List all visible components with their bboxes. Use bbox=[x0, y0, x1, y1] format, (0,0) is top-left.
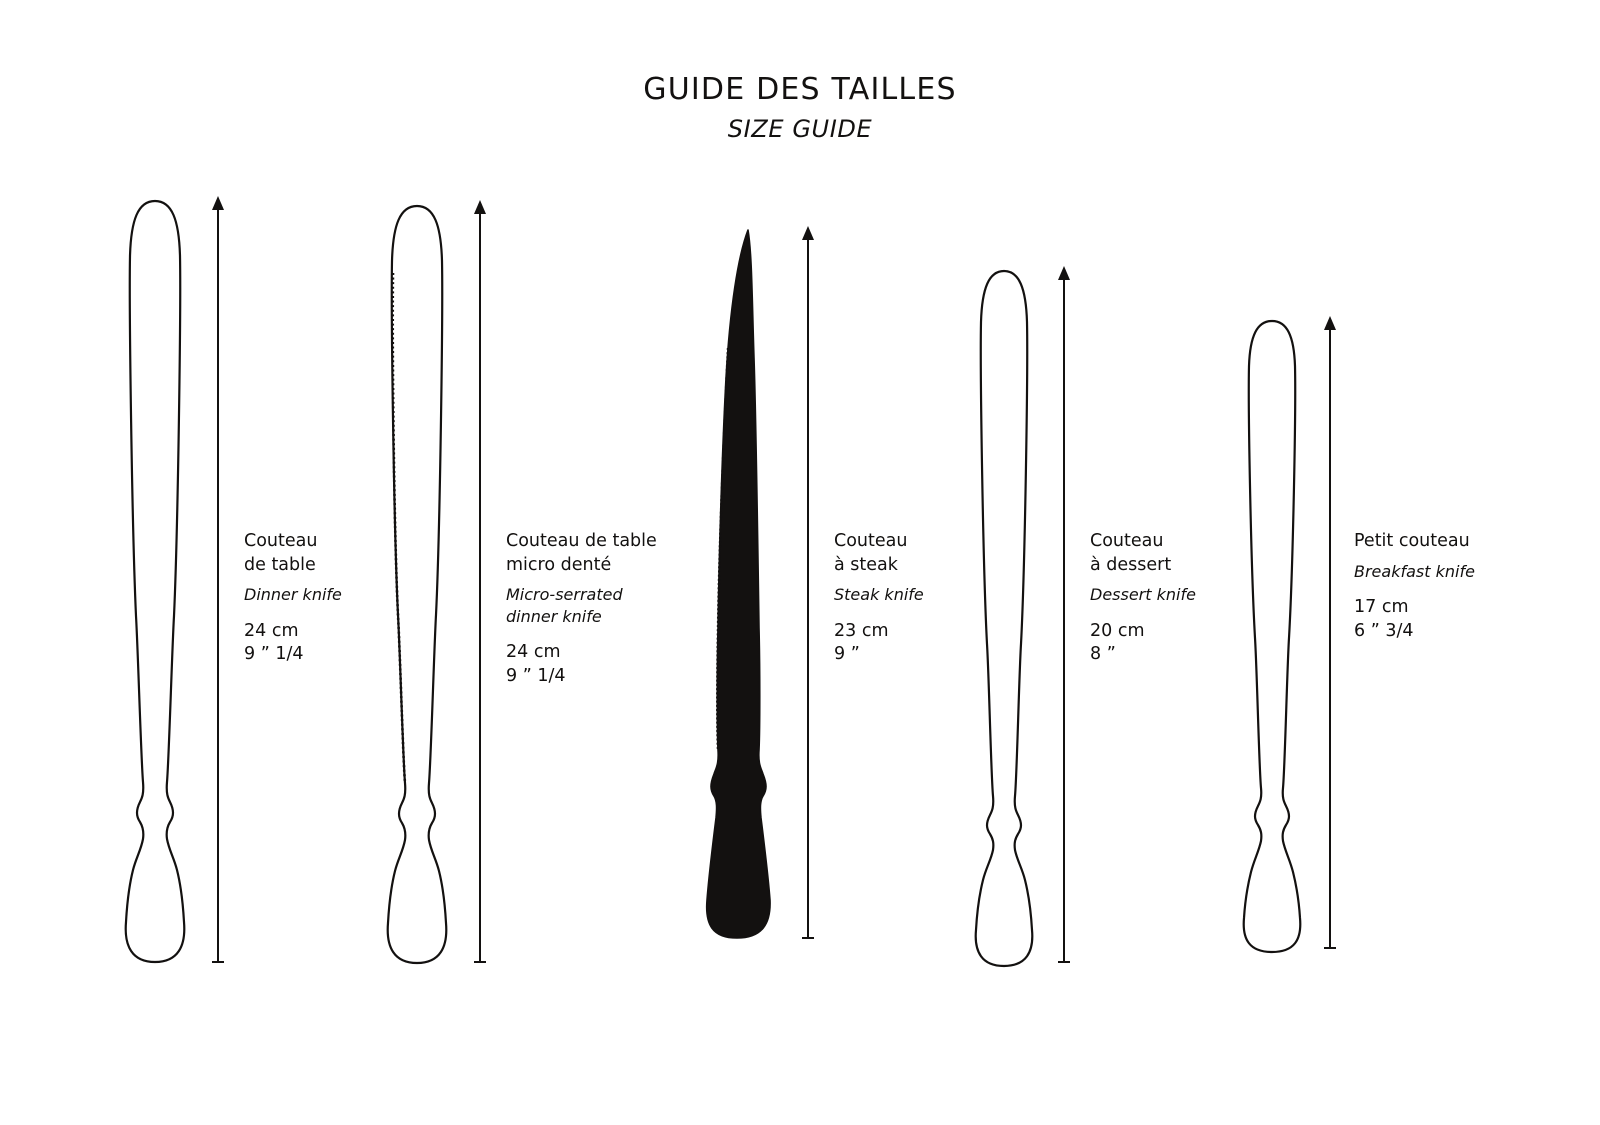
label-fr-line2: micro denté bbox=[506, 554, 612, 575]
knife-label-steak-knife bbox=[834, 530, 924, 667]
label-en: Dinner knife bbox=[244, 585, 342, 605]
label-fr-line1: Couteau bbox=[1090, 531, 1164, 551]
label-en: Dessert knife bbox=[1090, 585, 1196, 605]
label-fr-line1: Couteau bbox=[244, 531, 318, 551]
label-en: Breakfast knife bbox=[1354, 561, 1475, 581]
dimension-arrow-dinner-knife bbox=[210, 196, 226, 968]
page-title bbox=[0, 72, 1600, 143]
knife-illustration-dinner-knife bbox=[110, 198, 200, 968]
label-size-cm: 23 cm bbox=[834, 620, 889, 641]
dimension-arrow-dessert-knife bbox=[1056, 266, 1072, 968]
knife-label-dessert-knife bbox=[1090, 530, 1196, 667]
knife-illustration-micro-serrated-dinner-knife bbox=[372, 203, 462, 968]
label-fr-line2: de table bbox=[244, 554, 316, 575]
label-fr-line2: à steak bbox=[834, 554, 898, 575]
label-fr-line1: Petit couteau bbox=[1354, 531, 1470, 551]
label-size-cm: 24 cm bbox=[506, 642, 561, 663]
label-en-line1: Micro-serrated bbox=[506, 585, 623, 605]
label-fr-line1: Couteau bbox=[834, 531, 908, 551]
label-size-in: 9 ” 1/4 bbox=[506, 666, 566, 687]
knife-illustration-dessert-knife bbox=[962, 268, 1046, 968]
knife-label-micro-serrated-dinner-knife bbox=[506, 530, 657, 689]
label-size-in: 8 ” bbox=[1090, 644, 1116, 665]
label-size-cm: 20 cm bbox=[1090, 620, 1145, 641]
label-size-in: 6 ” 3/4 bbox=[1354, 620, 1414, 641]
title-french: GUIDE DES TAILLES bbox=[643, 72, 957, 107]
knife-illustration-breakfast-knife bbox=[1232, 318, 1312, 954]
knife-label-breakfast-knife bbox=[1354, 530, 1475, 643]
dimension-arrow-steak-knife bbox=[800, 226, 816, 944]
label-size-in: 9 ” bbox=[834, 644, 860, 665]
label-size-in: 9 ” 1/4 bbox=[244, 644, 304, 665]
label-fr-line1: Couteau de table bbox=[506, 531, 657, 551]
label-en: Steak knife bbox=[834, 585, 924, 605]
label-size-cm: 17 cm bbox=[1354, 597, 1409, 618]
dimension-arrow-micro-serrated-dinner-knife bbox=[472, 200, 488, 968]
dimension-arrow-breakfast-knife bbox=[1322, 316, 1338, 954]
knife-illustration-steak-knife bbox=[700, 228, 790, 943]
title-english: SIZE GUIDE bbox=[727, 115, 873, 143]
label-fr-line2: à dessert bbox=[1090, 554, 1172, 575]
label-en-line2: dinner knife bbox=[506, 606, 602, 626]
label-size-cm: 24 cm bbox=[244, 620, 299, 641]
knife-label-dinner-knife bbox=[244, 530, 342, 667]
